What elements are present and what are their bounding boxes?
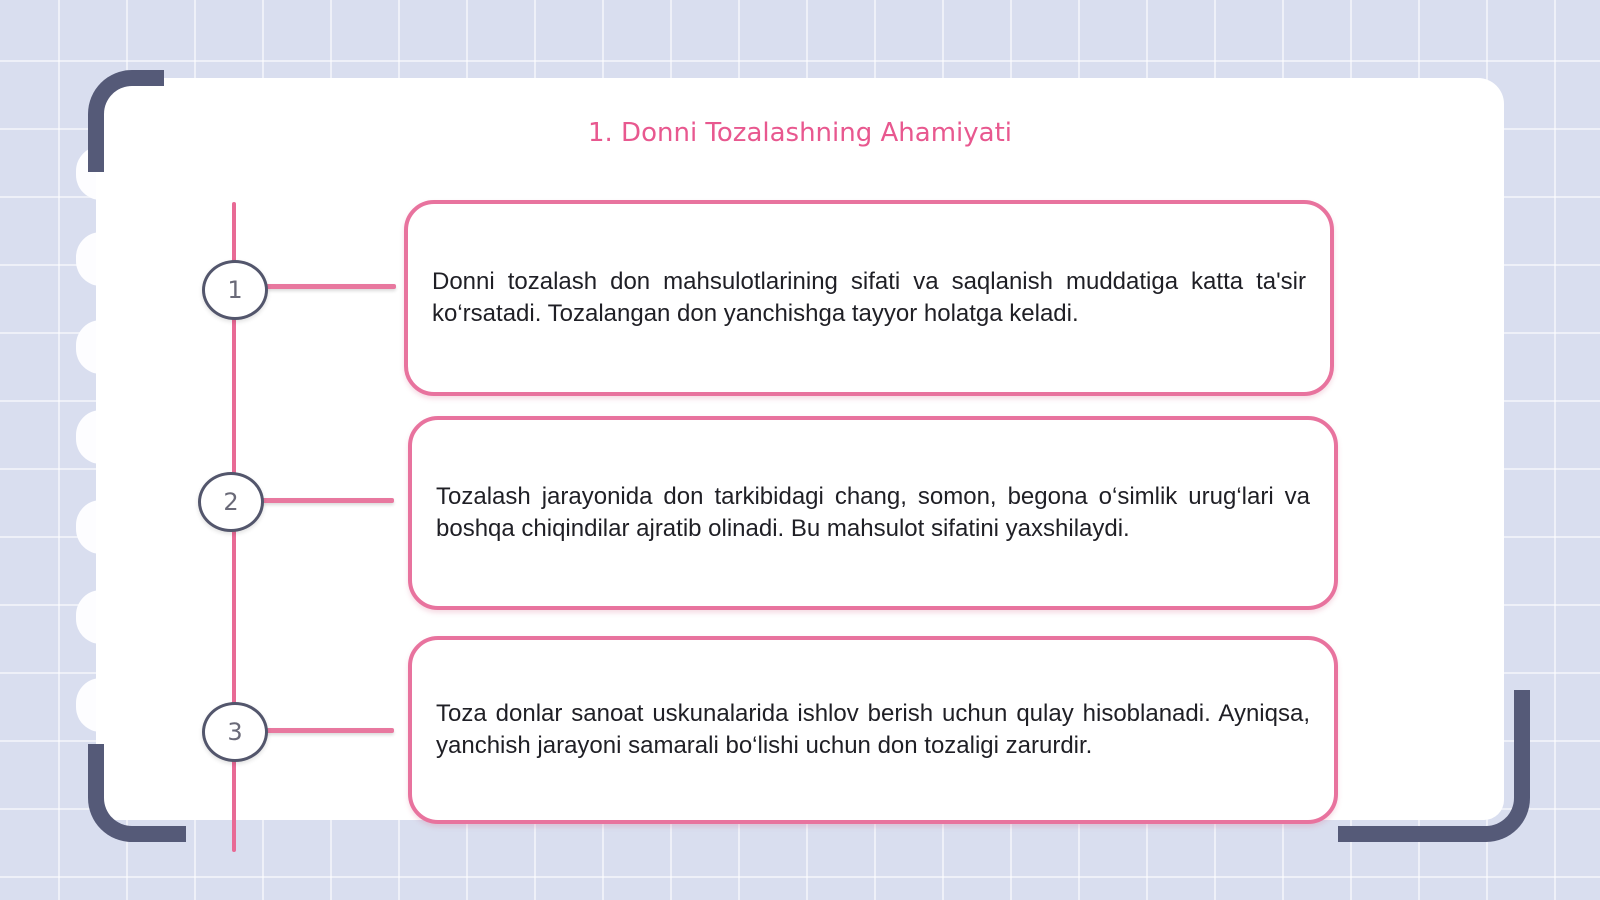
step-text: Tozalash jarayonida don tarkibidagi chang, somon, begona o‘simlik urug‘lari va boshqa chiqindilar ajratib olinadi. Bu mahsulot sifatini yaxshilaydi. xyxy=(436,483,1310,542)
step-connector xyxy=(266,284,396,289)
corner-bracket-bottom-left xyxy=(88,744,186,842)
corner-bracket-bottom-right xyxy=(1338,690,1530,842)
step-card xyxy=(408,416,1338,610)
step-connector xyxy=(262,498,394,503)
slide-title: 1. Donni Tozalashning Ahamiyati xyxy=(587,118,1012,148)
step-number-circle: 1 xyxy=(202,260,268,320)
step-connector xyxy=(266,728,394,733)
step-card xyxy=(404,200,1334,396)
step-number-circle: 2 xyxy=(198,472,264,532)
step-number-circle: 3 xyxy=(202,702,268,762)
step-text: Toza donlar sanoat uskunalarida ishlov berish uchun qulay hisoblanadi. Ayniqsa, yanchish jarayoni samarali bo‘lishi uchun don tozaligi zarurdir. xyxy=(436,700,1310,759)
step-card xyxy=(408,636,1338,824)
step-text: Donni tozalash don mahsulotlarining sifati va saqlanish muddatiga katta ta'sir ko‘rsatadi. Tozalangan don yanchishga tayyor holatga keladi. xyxy=(432,268,1306,327)
